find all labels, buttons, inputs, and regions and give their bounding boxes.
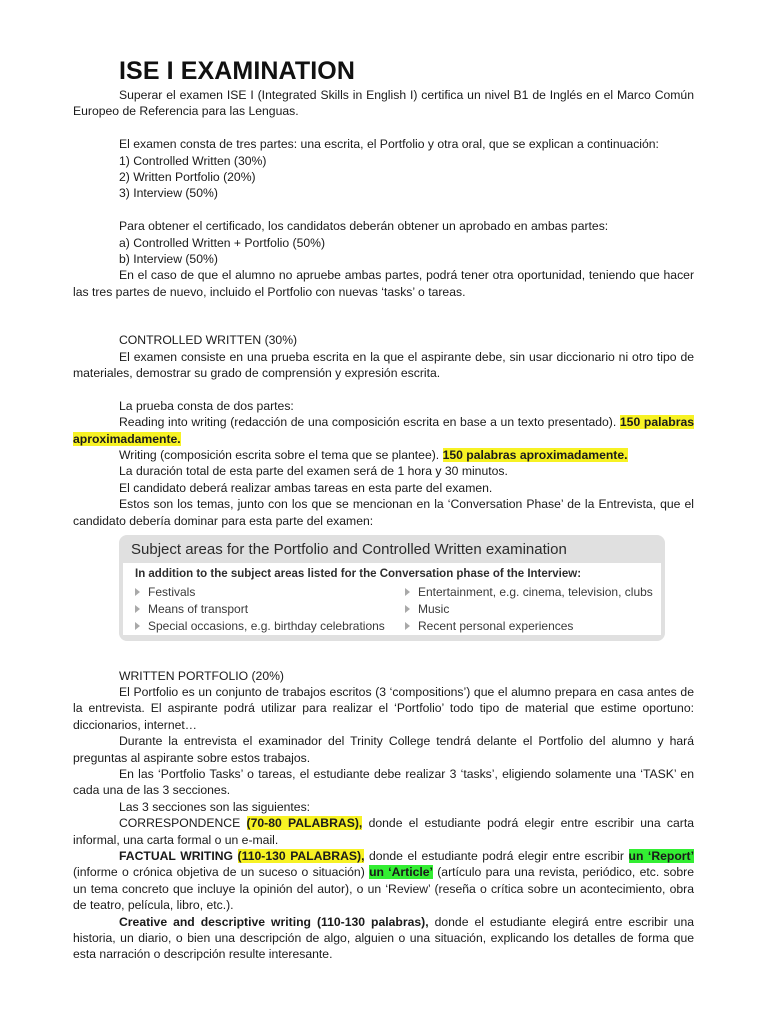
bullet-arrow-icon — [135, 588, 140, 596]
two-parts-intro: La prueba consta de dos partes: — [119, 398, 294, 413]
bullet-arrow-icon — [405, 605, 410, 613]
controlled-written-description: El examen consiste en una prueba escrita en la que el aspirante debe, sin usar diccionario ni otro tipo de materiales, demostrar su grado de comprensión y expresión escrita. — [73, 349, 694, 381]
intro-paragraph: Superar el examen ISE I (Integrated Skills in English I) certifica un nivel B1 de Inglés en el Marco Común Europeo de Referencia para las Lenguas. — [73, 88, 694, 119]
bullet-arrow-icon — [135, 605, 140, 613]
reading-word-count: 150 palabras aproximadamente. — [73, 415, 694, 446]
list-item: Entertainment, e.g. cinema, television, clubs — [405, 584, 653, 601]
list-item: Recent personal experiences — [405, 618, 653, 635]
list-item: Festivals — [135, 584, 385, 601]
list-item: Means of transport — [135, 601, 385, 618]
subject-areas-title: Subject areas for the Portfolio and Controlled Written examination — [131, 541, 567, 559]
correspondence-word-count: (70-80 PALABRAS), — [246, 816, 363, 831]
retake-paragraph: En el caso de que el alumno no apruebe ambas partes, podrá tener otra oportunidad, teniendo que hacer las tres partes de nuevo, incluido el Portfolio con nuevas ‘tasks’ o tareas. — [73, 268, 694, 299]
subject-areas-content — [123, 563, 661, 635]
duration-text: La duración total de esta parte del examen será de 1 hora y 30 minutos. — [119, 464, 508, 479]
list-item: Music — [405, 601, 653, 618]
factual-writing-item: FACTUAL WRITING (110-130 PALABRAS), donde el estudiante podrá elegir entre escribir un ‘Report’ (informe o crónica objetiva de un suceso o situación) un ‘Article’ (artículo para una revista, periódico, etc. sobre un tema concreto que incluye la opinión del autor), o un ‘Review’ (reseña o crítica sobre un acontecimiento, obra de teatro, película, libro, etc.). — [73, 848, 695, 913]
writing-word-count: 150 palabras aproximadamente. — [442, 448, 628, 463]
article-highlight: un ‘Article’ — [369, 865, 433, 880]
portfolio-interview-paragraph: Durante la entrevista el examinador del Trinity College tendrá delante el Portfolio del alumno y hará preguntas al aspirante sobre estos trabajos. — [73, 734, 694, 765]
reading-into-writing-item — [73, 414, 694, 447]
pass-requirement-intro: Para obtener el certificado, los candidatos deberán obtener un aprobado en ambas partes: — [119, 219, 609, 234]
subject-areas-box — [119, 535, 665, 641]
exam-part-3: 3) Interview (50%) — [119, 186, 218, 201]
bullet-arrow-icon — [405, 588, 410, 596]
creative-writing-label: Creative and descriptive writing (110-130 palabras), — [119, 914, 429, 929]
correspondence-item: CORRESPONDENCE (70-80 PALABRAS), donde el estudiante podrá elegir entre escribir una carta informal, una carta formal o un e-mail. — [73, 816, 695, 847]
portfolio-description: El Portfolio es un conjunto de trabajos escritos (3 ‘compositions’) que el alumno prepara en casa antes de la entrevista. El aspirante podrá utilizar para realizar el ‘Portfolio’ todo tipo de material que estime oportuno: diccionarios, internet… — [73, 684, 694, 732]
list-item: Special occasions, e.g. birthday celebrations — [135, 618, 385, 635]
creative-writing-item: Creative and descriptive writing (110-130 palabras), donde el estudiante elegirá entre escribir una historia, un diario, o bien una descripción de algo, alguien o una situación, explicando los detalles de forma que esta narración o descripción resulte interesante. — [73, 914, 695, 962]
requirement-b: b) Interview (50%) — [119, 252, 218, 267]
subject-areas-left-column — [135, 584, 385, 635]
sections-intro: Las 3 secciones son las siguientes: — [119, 799, 311, 814]
subject-areas-right-column — [405, 584, 653, 635]
controlled-written-heading: CONTROLLED WRITTEN (30%) — [119, 333, 298, 348]
bullet-arrow-icon — [135, 622, 140, 630]
subject-areas-intro: In addition to the subject areas listed for the Conversation phase of the Interview: — [135, 568, 582, 581]
document-body — [73, 55, 694, 963]
reading-text: Reading into writing (redacción de una composición escrita en base a un texto presentado). — [119, 415, 617, 430]
written-portfolio-heading: WRITTEN PORTFOLIO (20%) — [119, 668, 284, 683]
portfolio-tasks-paragraph: En las ‘Portfolio Tasks’ o tareas, el estudiante debe realizar 3 ‘tasks’, eligiendo solamente una ‘TASK’ en cada una de las 3 secciones. — [73, 766, 694, 798]
exam-parts-intro: El examen consta de tres partes: una escrita, el Portfolio y otra oral, que se explican a continuación: — [119, 137, 659, 152]
page-title: ISE I EXAMINATION — [119, 57, 355, 85]
factual-writing-label: FACTUAL WRITING — [119, 848, 233, 863]
exam-part-2: 2) Written Portfolio (20%) — [119, 170, 256, 185]
writing-text: Writing (composición escrita sobre el tema que se plantee). — [119, 448, 440, 463]
writing-item — [73, 447, 694, 463]
topics-intro: Estos son los temas, junto con los que se mencionan en la ‘Conversation Phase’ de la Entrevista, que el candidato debería dominar para esta parte del examen: — [73, 497, 694, 528]
report-highlight: un ‘Report’ — [628, 848, 694, 863]
correspondence-label: CORRESPONDENCE — [119, 816, 241, 831]
bullet-arrow-icon — [405, 622, 410, 630]
factual-writing-word-count: (110-130 PALABRAS), — [237, 848, 365, 863]
both-tasks-text: El candidato deberá realizar ambas tareas en esta parte del examen. — [119, 480, 493, 495]
exam-part-1: 1) Controlled Written (30%) — [119, 153, 267, 168]
requirement-a: a) Controlled Written + Portfolio (50%) — [119, 235, 326, 250]
